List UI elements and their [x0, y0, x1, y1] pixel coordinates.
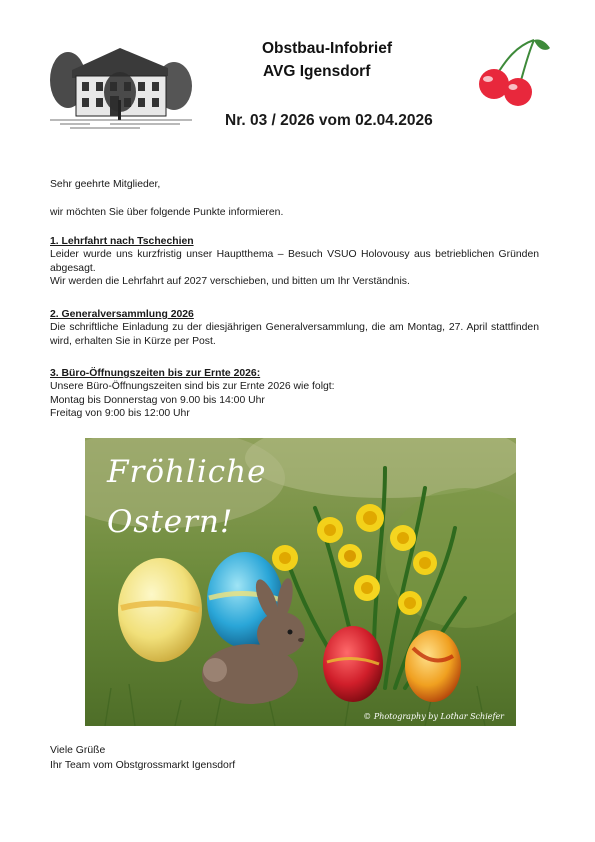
- photo-credit: © Photography by Lothar Schiefer: [363, 712, 504, 721]
- easter-greeting-line1: Fröhliche: [107, 454, 267, 490]
- greeting: Sehr geehrte Mitglieder,: [50, 179, 161, 190]
- easter-greeting-line2: Ostern!: [107, 504, 234, 540]
- easter-image: [85, 438, 516, 726]
- section-lehrfahrt: [50, 235, 539, 289]
- intro-text: wir möchten Sie über folgende Punkte informieren.: [50, 207, 284, 218]
- signature-line: Ihr Team vom Obstgrossmarkt Igensdorf: [50, 760, 236, 771]
- organization-name: AVG Igensdorf: [263, 63, 371, 80]
- section-heading: 2. Generalversammlung 2026: [50, 309, 194, 320]
- section-paragraph: Unsere Büro-Öffnungszeiten sind bis zur Ernte 2026 wie folgt:: [50, 381, 335, 393]
- closing: [50, 743, 235, 773]
- section-paragraph: Leider wurde uns kurzfristig unser Hauptthema – Besuch VSUO Holovousy aus betrieblichen Gründen abgesagt.: [50, 249, 539, 274]
- issue-number: Nr. 03 / 2026 vom 02.04.2026: [225, 112, 433, 129]
- house-sketch-icon: [50, 40, 192, 130]
- newsletter-title: Obstbau-Infobrief: [262, 40, 393, 57]
- section-generalversammlung: [50, 308, 539, 348]
- section-heading: 3. Büro-Öffnungszeiten bis zur Ernte 2026:: [50, 368, 261, 379]
- closing-line: Viele Grüße: [50, 745, 106, 756]
- section-heading: 1. Lehrfahrt nach Tschechien: [50, 236, 194, 247]
- section-paragraph: Die schriftliche Einladung zu der diesjährigen Generalversammlung, die am Montag, 27. April stattfinden wird, erhalten Sie in Kürze per Post.: [50, 322, 539, 347]
- section-paragraph: Wir werden die Lehrfahrt auf 2027 verschieben, und bitten um Ihr Verständnis.: [50, 276, 410, 288]
- cherry-icon: [476, 36, 552, 108]
- section-paragraph: Freitag von 9:00 bis 12:00 Uhr: [50, 408, 190, 420]
- section-paragraph: Montag bis Donnerstag von 9.00 bis 14:00 Uhr: [50, 394, 265, 406]
- section-oeffnungszeiten: [50, 367, 539, 421]
